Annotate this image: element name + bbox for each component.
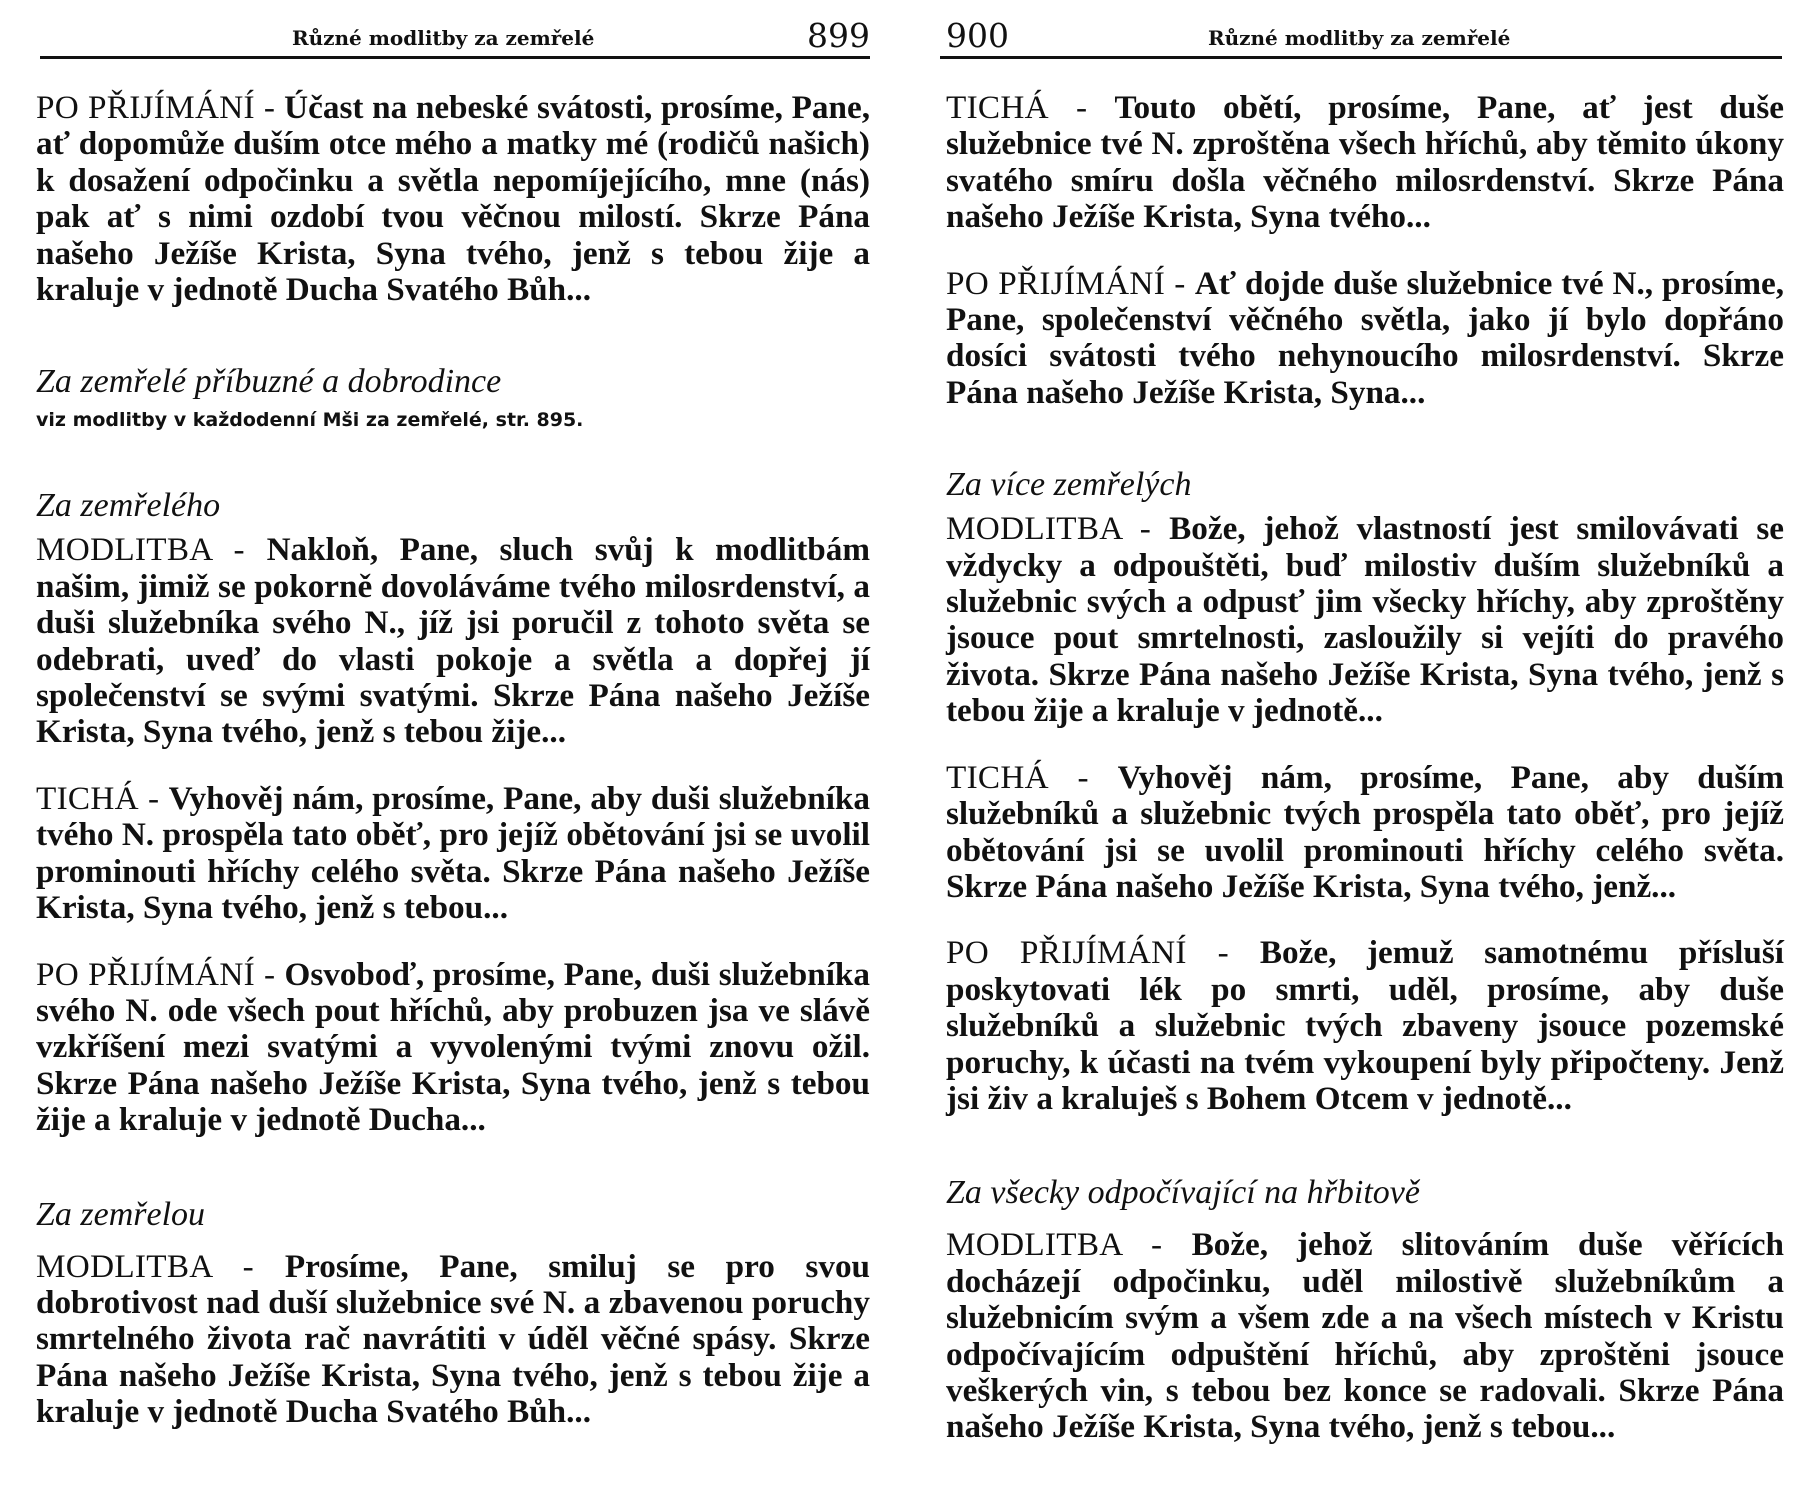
section-heading (36, 362, 870, 432)
prayer-paragraph (36, 532, 870, 750)
prayer-label: PO PŘIJÍMÁNÍ - (946, 934, 1260, 972)
prayer-paragraph (36, 90, 870, 308)
prayer-label: PO PŘIJÍMÁNÍ - (36, 955, 285, 993)
prayer-label: PO PŘIJÍMÁNÍ - (946, 264, 1195, 302)
prayer-label: TICHÁ - (946, 758, 1118, 796)
running-head-title: Různé modlitby za zemřelé (292, 26, 595, 50)
prayer-label: MODLITBA - (36, 1247, 285, 1285)
prayer-paragraph (946, 266, 1784, 412)
section-heading (946, 1173, 1784, 1213)
prayer-text: Touto obětí, prosíme, Pane, ať jest duše služebnice tvé N. zproštěna všech hříchů, aby těmito úkony svatého smíru došla věčného milosrdenství. Skrze Pána našeho Ježíše Krista, Syna tvého... (946, 89, 1784, 236)
section-title: Za více zemřelých (946, 466, 1192, 504)
prayer-paragraph (946, 760, 1784, 906)
prayer-paragraph (946, 935, 1784, 1117)
page-number: 899 (807, 16, 870, 55)
section-title: Za zemřelou (36, 1195, 206, 1233)
section-heading (36, 486, 870, 526)
prayer-text: Nakloň, Pane, sluch svůj k modlitbám našim, jimiž se pokorně dovoláváme tvého milosrdenství, a duši služebníka svého N., jíž jsi poručil z tohoto světa se odebrati, uveď do vlasti pokoje a světla a dopřej jí společenství se svými svatými. Skrze Pána našeho Ježíše Krista, Syna tvého, jenž s tebou žije... (36, 531, 870, 751)
section-title: Za zemřelé příbuzné a dobrodince (36, 363, 502, 401)
prayer-text: Vyhověj nám, prosíme, Pane, aby duši služebníka tvého N. prospěla tato oběť, pro jejíž obětování jsi se uvolil prominouti hříchy celého světa. Skrze Pána našeho Ježíše Krista, Syna tvého, jenž s tebou... (36, 779, 870, 927)
running-head (940, 16, 1782, 59)
left-page (0, 0, 900, 1500)
prayer-label: TICHÁ - (36, 779, 169, 817)
page-number: 900 (946, 16, 1009, 55)
prayer-text: Ať dojde duše služebnice tvé N., prosíme, Pane, společenství věčného světla, jako jí bylo dopřáno dosíci svátosti tvého nehynoucího milosrdenství. Skrze Pána našeho Ježíše Krista, Syna... (946, 264, 1784, 411)
prayer-label: MODLITBA - (36, 531, 267, 569)
right-page (940, 0, 1812, 1500)
prayer-text: Vyhověj nám, prosíme, Pane, aby duším služebníků a služebnic tvých prospěla tato oběť, pro jejíž obětování jsi se uvolil prominouti hříchy celého světa. Skrze Pána našeho Ježíše Krista, Syna tvého, jenž... (946, 758, 1784, 905)
prayer-text: Bože, jehož vlastností jest smilovávati se vždycky a odpouštěti, buď milostiv duším služebníků a služebnic svých a odpusť jim všecky hříchy, aby zproštěny jsouce pout smrtelnosti, zasloužily si vejíti do pravého života. Skrze Pána našeho Ježíše Krista, Syna tvého, jenž s tebou žije a kraluje v jednotě... (946, 510, 1784, 730)
prayer-text: Účast na nebeské svátosti, prosíme, Pane, ať dopomůže duším otce mého a matky mé (rodičů našich) k dosažení odpočinku a světla nepomíjejícího, mne (nás) pak ať s nimi ozdobí tvou věčnou milostí. Skrze Pána našeho Ježíše Krista, Syna tvého, jenž s tebou žije a kraluje v jednotě Ducha Svatého Bůh... (36, 89, 870, 309)
prayer-text: Prosíme, Pane, smiluj se pro svou dobrotivost nad duší služebnice své N. a zbavenou poruchy smrtelného života rač navrátiti v úděl věčné spásy. Skrze Pána našeho Ježíše Krista, Syna tvého, jenž s tebou žije a kraluje v jednotě Ducha Svatého Bůh... (36, 1247, 870, 1431)
section-heading (36, 1195, 870, 1235)
prayer-label: TICHÁ - (946, 89, 1115, 126)
prayer-text: Bože, jemuž samotnému přísluší poskytovati lék po smrti, uděl, prosíme, aby duše služebníků a služebnic tvých zbaveny jsouce pozemské poruchy, k účasti na tvém vykoupení byly připočteny. Jenž jsi živ a kraluješ s Bohem Otcem v jednotě... (946, 934, 1784, 1117)
prayer-text: Osvoboď, prosíme, Pane, duši služebníka svého N. ode všech pout hříchů, aby probuzen jsa ve slávě vzkříšení mezi svatými a vyvolenými tvými znovu ožil. Skrze Pána našeho Ježíše Krista, Syna tvého, jenž s tebou žije a kraluje v jednotě Ducha... (36, 955, 870, 1139)
prayer-label: PO PŘIJÍMÁNÍ - (36, 89, 285, 126)
prayer-paragraph (36, 781, 870, 927)
prayer-paragraph (946, 511, 1784, 729)
prayer-paragraph (946, 90, 1784, 236)
section-title: Za zemřelého (36, 487, 221, 525)
running-head (40, 16, 870, 59)
prayer-paragraph (946, 1227, 1784, 1445)
prayer-paragraph (36, 957, 870, 1139)
prayer-text: Bože, jehož slitováním duše věřících docházejí odpočinku, uděl milostivě služebníkům a služebnicím svým a všem zde a na všech místech v Kristu odpočívajícím odpuštění hříchů, aby zproštěni jsouce veškerých vin, s tebou bez konce se radovali. Skrze Pána našeho Ježíše Krista, Syna tvého, jenž s tebou... (946, 1226, 1784, 1446)
section-note: viz modlitby v každodenní Mši za zemřelé, str. 895. (36, 409, 584, 432)
prayer-paragraph (36, 1249, 870, 1431)
text-column (946, 90, 1784, 1446)
running-head-title: Různé modlitby za zemřelé (1208, 26, 1511, 50)
prayer-label: MODLITBA - (946, 510, 1170, 548)
section-title: Za všecky odpočívající na hřbitově (946, 1174, 1420, 1212)
prayer-label: MODLITBA - (946, 1226, 1192, 1264)
section-heading (946, 465, 1784, 505)
text-column (36, 90, 870, 1431)
